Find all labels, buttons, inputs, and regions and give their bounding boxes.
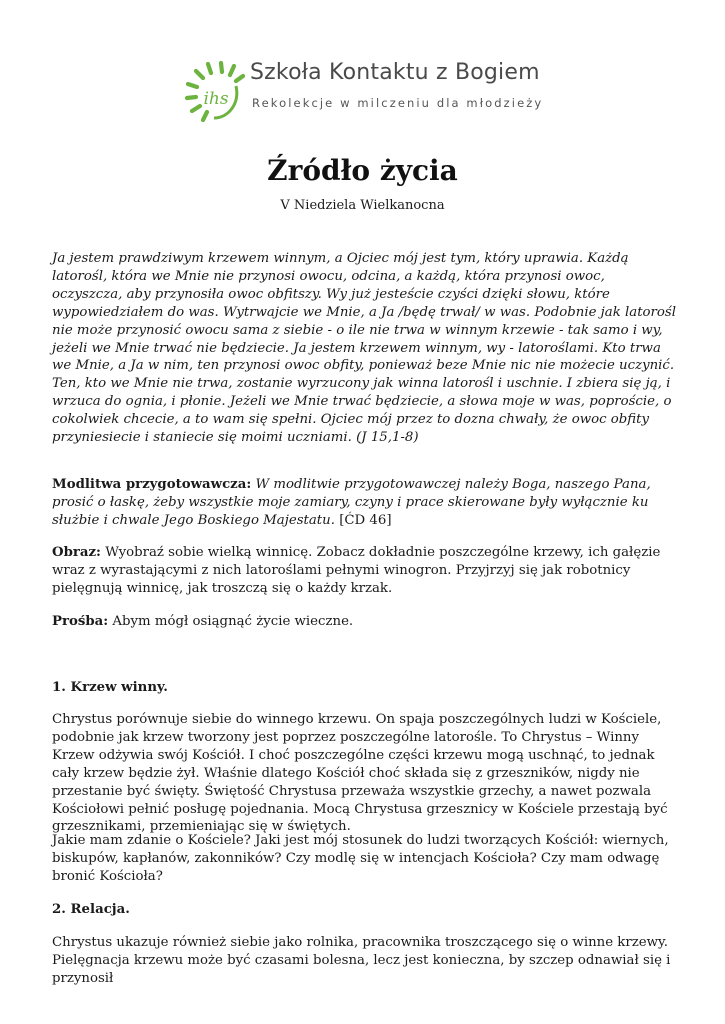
sun-logo-icon bbox=[184, 56, 248, 128]
svg-text:ihs: ihs bbox=[203, 89, 229, 109]
image-text: Wyobraź sobie wielką winnicę. Zobacz dokładnie poszczególne krzewy, ich gałęzie wraz z wyrastającymi z nich latoroślami pełnymi winogron. Przyjrzyj się jak robotnicy pielęgnują winnicę, jak troszczą się o każdy krzak. bbox=[52, 545, 661, 596]
request-text: Abym mógł osiągnąć życie wieczne. bbox=[112, 614, 354, 629]
prayer-label: Modlitwa przygotowawcza: bbox=[52, 477, 252, 492]
image-label: Obraz: bbox=[52, 545, 101, 560]
request-paragraph bbox=[52, 613, 676, 631]
section1-paragraph-2: Jakie mam zdanie o Kościele? Jaki jest mój stosunek do ludzi tworzących Kościół: wiernych, biskupów, kapłanów, zakonników? Czy modlę się w intencjach Kościoła? Czy mam odwagę bronić Kościoła? bbox=[52, 833, 669, 884]
section1-heading: 1. Krzew winny. bbox=[52, 680, 168, 695]
logo-title: Szkoła Kontaktu z Bogiem bbox=[250, 60, 540, 85]
logo bbox=[184, 56, 544, 128]
section1-paragraph-1: Chrystus porównuje siebie do winnego krzewu. On spaja poszczególnych ludzi w Kościele, podobnie jak krzew tworzony jest poprzez poszczególne latorośle. To Chrystus – Winny Krzew odżywia swój Kościół. I choć poszczególne części krzewu mogą uschnąć, to jednak cały krzew będzie żył. Właśnie dlatego Kościół choć składa się z grzeszników, nigdy nie przestanie być święty. Świętość Chrystusa przeważa wszystkie grzechy, a nawet pozwala Kościołowi pełnić posługę pojednania. Mocą Chrystusa grzesznicy w Kościele przestają być grzesznikami, przemieniając się w świętych. bbox=[52, 712, 668, 835]
prayer-paragraph bbox=[52, 476, 676, 530]
image-paragraph bbox=[52, 544, 676, 598]
section2-paragraph-1: Chrystus ukazuje również siebie jako rolnika, pracownika troszczącego się o winne krzewy. Pielęgnacja krzewu może być czasami bolesna, lecz jest konieczna, by szczep odnawiał się i przynosił bbox=[52, 935, 671, 986]
section2-heading: 2. Relacja. bbox=[52, 902, 130, 917]
prayer-ref: [ĆD 46] bbox=[339, 512, 392, 528]
page-subtitle: V Niedziela Wielkanocna bbox=[280, 198, 445, 213]
scripture-passage: Ja jestem prawdziwym krzewem winnym, a Ojciec mój jest tym, który uprawia. Każdą latorośl, która we Mnie nie przynosi owocu, odcina, a każdą, która przynosi owoc, oczyszcza, aby przynosiła owoc obfitszy. Wy już jesteście czyści dzięki słowu, które wypowiedziałem do was. Wytrwajcie we Mnie, a Ja /będę trwał/ w was. Podobnie jak latorośl nie może przynosić owocu sama z siebie - o ile nie trwa w winnym krzewie - tak samo i wy, jeżeli we Mnie trwać nie będziecie. Ja jestem krzewem winnym, wy - latoroślami. Kto trwa we Mnie, a Ja w nim, ten przynosi owoc obfity, ponieważ beze Mnie nic nie możecie uczynić. Ten, kto we Mnie nie trwa, zostanie wyrzucony jak winna latorośl i uschnie. I zbiera się ją, i wrzuca do ognia, i płonie. Jeżeli we Mnie trwać będziecie, a słowa moje w was, poproście, o cokolwiek chcecie, a to wam się spełni. Ojciec mój przez to dozna chwały, że owoc obfity przyniesiecie i staniecie się moimi uczniami. (J 15,1-8) bbox=[52, 251, 676, 446]
request-label: Prośba: bbox=[52, 614, 109, 629]
logo-subtitle: Rekolekcje w milczeniu dla młodzieży bbox=[252, 96, 544, 110]
page-title: Źródło życia bbox=[267, 154, 458, 187]
prayer-text: W modlitwie przygotowawczej należy Boga, naszego Pana, prosić o łaskę, żeby wszystkie moje zamiary, czyny i prace skierowane były wyłącznie ku służbie i chwale Jego Boskiego Majestatu. bbox=[52, 477, 651, 528]
